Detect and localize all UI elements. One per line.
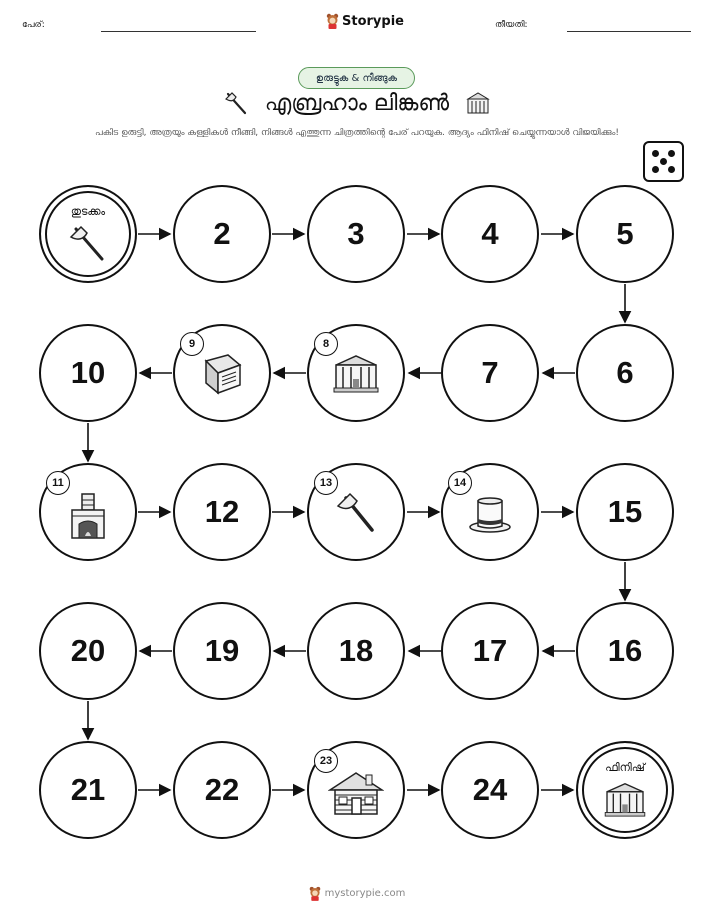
square-number: 6: [616, 355, 634, 390]
board-square-19: [173, 602, 271, 700]
square-number-badge: 11: [46, 471, 70, 495]
square-number: 3: [347, 216, 365, 251]
brand-name: Storypie: [342, 13, 404, 29]
instructions-text: പകിട ഉരുട്ടി, അത്രയും കള്ളികൾ നീങ്ങി, നിങ്ങൾ എത്തുന്ന ചിത്രത്തിന്റെ പേര് പറയുക. ആദ്യം ഫിനിഷ് ചെയ്യുന്നയാൾ വിജയിക്കും!: [95, 128, 619, 138]
board-square-22: [173, 741, 271, 839]
square-number: 7: [481, 355, 499, 390]
footer-url[interactable]: mystorypie.com: [324, 888, 406, 899]
title-text: എബ്രഹാം ലിങ്കൺ: [264, 90, 450, 116]
roll-and-move-pill: ഉരുട്ടുക & നീങ്ങുക: [298, 67, 415, 89]
square-number-badge: 8: [314, 332, 338, 356]
square-number: 10: [70, 355, 106, 390]
name-label: പേര്:: [22, 20, 45, 30]
board-square-20: [39, 602, 137, 700]
axe-icon: [66, 221, 110, 265]
start-label: തുടക്കം: [70, 205, 106, 218]
square-number: 16: [607, 633, 643, 668]
board-square-10: [39, 324, 137, 422]
square-number: 12: [204, 494, 240, 529]
square-number: 2: [213, 216, 231, 251]
board-square-7: [441, 324, 539, 422]
building-icon: [332, 353, 380, 393]
square-number-badge: 14: [448, 471, 472, 495]
date-label: തീയതി:: [495, 20, 528, 30]
square-number: 24: [472, 772, 508, 807]
square-number: 18: [338, 633, 374, 668]
board-square-6: [576, 324, 674, 422]
log-cabin-icon: [328, 770, 384, 816]
square-number: 21: [70, 772, 106, 807]
axe-icon: [332, 488, 380, 536]
finish-label: ഫിനിഷ്: [605, 761, 645, 774]
square-number: 22: [204, 772, 240, 807]
board-square-3: [307, 185, 405, 283]
footer: [0, 886, 714, 901]
board-square-15: [576, 463, 674, 561]
square-number: 5: [616, 216, 634, 251]
top-hat-icon: [466, 495, 514, 535]
square-number: 4: [481, 216, 499, 251]
board-square-13: [307, 463, 405, 561]
board-square-18: [307, 602, 405, 700]
board-square-17: [441, 602, 539, 700]
square-number: 17: [472, 633, 508, 668]
board-square-21: [39, 741, 137, 839]
board-square-23: [307, 741, 405, 839]
board-square-14: [441, 463, 539, 561]
square-number: 20: [70, 633, 106, 668]
board-square-start: [39, 185, 137, 283]
board-square-5: [576, 185, 674, 283]
square-number: 15: [607, 494, 643, 529]
board-square-16: [576, 602, 674, 700]
book-icon: [198, 351, 246, 395]
square-number-badge: 13: [314, 471, 338, 495]
board-square-finish: [576, 741, 674, 839]
board-square-11: [39, 463, 137, 561]
fireplace-icon: [68, 492, 108, 540]
board-square-2: [173, 185, 271, 283]
board-square-8: [307, 324, 405, 422]
square-number-badge: 23: [314, 749, 338, 773]
building-icon: [603, 781, 647, 817]
square-number-badge: 9: [180, 332, 204, 356]
board-square-4: [441, 185, 539, 283]
board-square-24: [441, 741, 539, 839]
board-square-9: [173, 324, 271, 422]
storypie-mascot-icon: [309, 886, 321, 901]
square-number: 19: [204, 633, 240, 668]
board-square-12: [173, 463, 271, 561]
